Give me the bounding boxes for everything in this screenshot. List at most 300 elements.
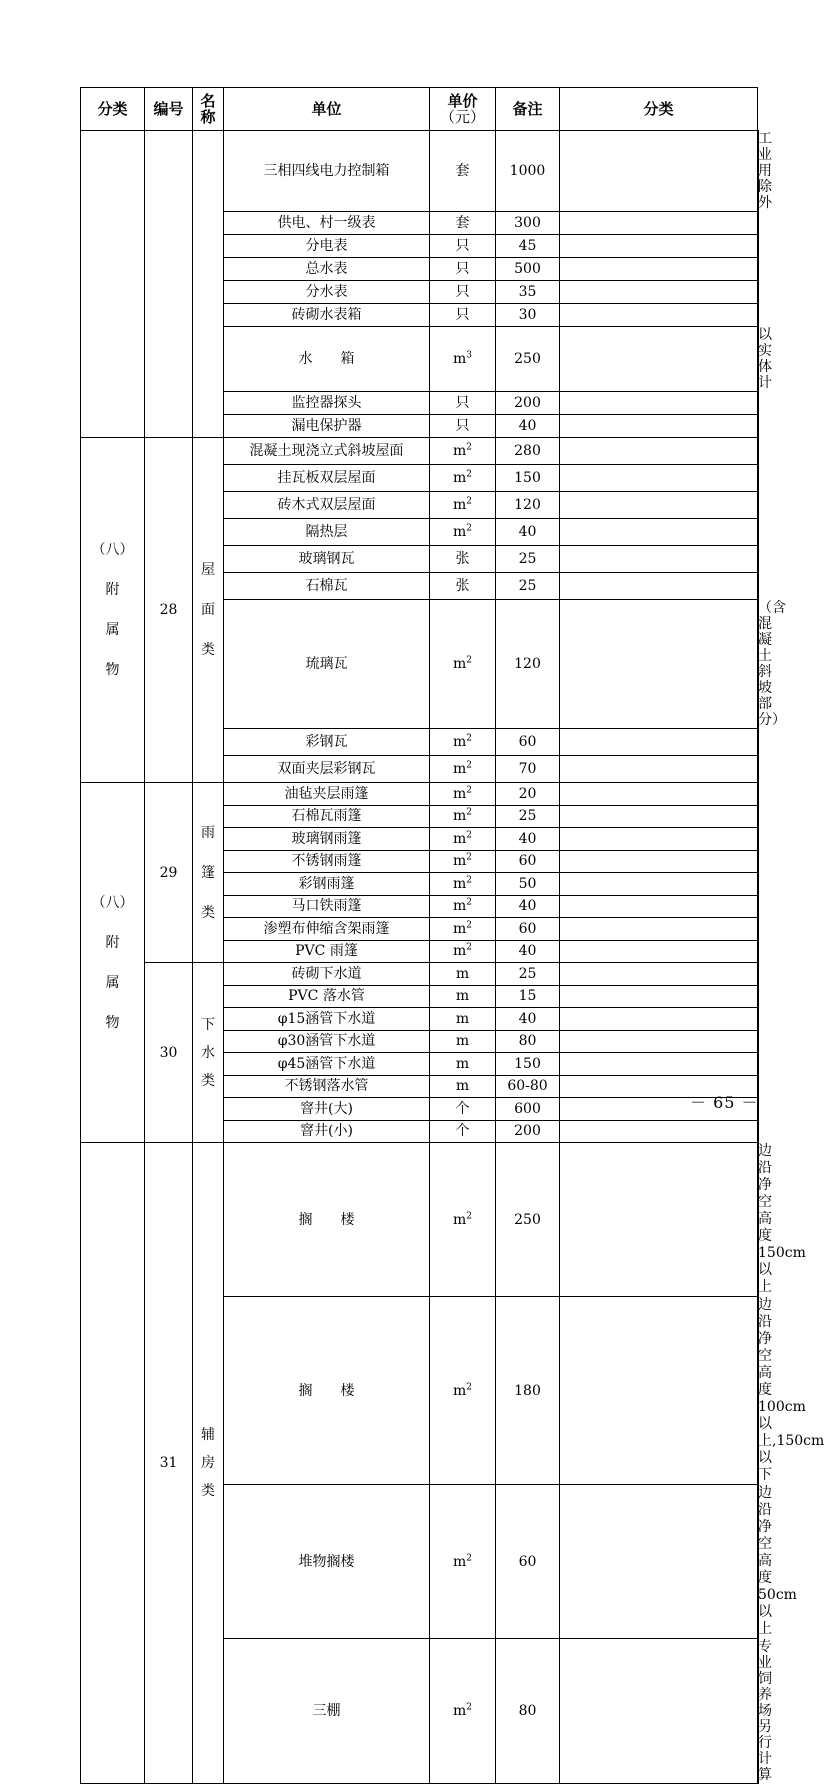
item-name (224, 1120, 430, 1143)
item-name (224, 1297, 430, 1485)
item-price (496, 465, 560, 492)
item-price (496, 573, 560, 600)
number-text: 28 (159, 602, 178, 618)
item-name (224, 805, 430, 828)
item-unit-text: 套 (455, 163, 470, 179)
item-note (758, 940, 759, 963)
item-unit-text: m (455, 1055, 470, 1072)
item-note (758, 415, 759, 438)
type-cell-char: 屋 (201, 562, 215, 578)
item-name-text: 石棉瓦雨篷 (291, 808, 362, 825)
category-cell-char: 物 (105, 662, 120, 678)
item-note (758, 828, 759, 851)
item-note (758, 1008, 759, 1031)
item-price-text: 280 (514, 443, 541, 459)
type-cell (193, 963, 224, 1143)
unit-superscript: 2 (466, 1702, 472, 1713)
item-unit (430, 729, 496, 756)
item-unit-text: m (452, 830, 467, 847)
type-cell-char: 下 (201, 1016, 215, 1033)
item-price (496, 281, 560, 304)
item-name-text: 彩钢瓦 (305, 734, 348, 750)
item-price (496, 1008, 560, 1031)
item-remark (560, 546, 758, 573)
item-remark (560, 519, 758, 546)
item-remark (560, 873, 758, 896)
item-name (224, 258, 430, 281)
item-name-text: 总水表 (305, 261, 348, 277)
unit-superscript: 2 (466, 852, 472, 863)
item-price-text: 600 (514, 1100, 541, 1117)
item-name-text: 砖砌水表箱 (291, 307, 362, 323)
unit-superscript: 2 (466, 760, 472, 771)
item-unit-text: m (452, 734, 467, 750)
item-remark (560, 131, 758, 212)
item-unit (430, 519, 496, 546)
item-name (224, 465, 430, 492)
item-price (496, 1030, 560, 1053)
item-unit-text: 只 (455, 284, 470, 300)
item-remark (560, 756, 758, 783)
item-remark (560, 235, 758, 258)
item-price (496, 1143, 560, 1297)
item-price-text: 200 (514, 395, 541, 411)
item-price-text: 500 (514, 261, 541, 277)
item-price (496, 1098, 560, 1121)
item-name (224, 1053, 430, 1076)
item-note (758, 918, 759, 941)
item-name (224, 1075, 430, 1098)
item-name-text: φ45涵管下水道 (277, 1055, 376, 1072)
item-note (758, 258, 759, 281)
item-unit (430, 1075, 496, 1098)
item-name (224, 392, 430, 415)
item-name-text: 渗塑布伸缩含架雨篷 (263, 920, 390, 937)
item-unit-text: 套 (455, 215, 470, 231)
item-note (758, 1053, 759, 1076)
type-cell-char: 类 (201, 1072, 215, 1089)
item-note (758, 212, 759, 235)
item-name (224, 600, 430, 729)
type-cell-char: 类 (201, 642, 215, 658)
item-price-text: 70 (518, 761, 537, 777)
item-note (758, 131, 772, 212)
item-unit-text: m (452, 808, 467, 825)
item-unit (430, 492, 496, 519)
category-cell-text (92, 530, 134, 690)
unit-superscript: 2 (466, 442, 472, 453)
item-remark (560, 1008, 758, 1031)
item-name-text: 玻璃钢瓦 (298, 551, 355, 567)
header-category: 分类 (81, 88, 145, 131)
header-note: 备注 (496, 88, 560, 131)
item-unit-text: 只 (455, 261, 470, 277)
item-unit (430, 212, 496, 235)
item-remark (560, 783, 758, 806)
item-name-text: 水 箱 (298, 351, 355, 367)
item-unit (430, 850, 496, 873)
item-unit (430, 985, 496, 1008)
item-note (758, 985, 759, 1008)
item-name (224, 131, 430, 212)
item-price (496, 850, 560, 873)
item-unit-text: m (452, 1703, 467, 1719)
item-name-text: φ15涵管下水道 (277, 1010, 376, 1027)
item-remark (560, 1030, 758, 1053)
item-name-text: 不锈钢雨篷 (291, 853, 362, 870)
item-unit-text: m (452, 1553, 467, 1570)
item-remark (560, 828, 758, 851)
item-unit (430, 918, 496, 941)
item-name-text: PVC 雨篷 (295, 943, 358, 960)
item-unit (430, 546, 496, 573)
item-note (758, 895, 759, 918)
number-text: 29 (159, 864, 178, 881)
item-note-text: 工业用除外 (758, 131, 772, 211)
item-name (224, 895, 430, 918)
item-name (224, 985, 430, 1008)
type-cell-text (201, 1011, 215, 1095)
item-unit (430, 131, 496, 212)
item-name (224, 1008, 430, 1031)
item-note (758, 519, 759, 546)
type-cell-char: 面 (201, 602, 215, 618)
item-unit-text: m (452, 853, 467, 870)
item-name (224, 212, 430, 235)
unit-superscript: 2 (466, 496, 472, 507)
item-name (224, 729, 430, 756)
type-cell (193, 783, 224, 963)
item-unit-text: 个 (455, 1123, 470, 1140)
item-unit-text: 只 (455, 307, 470, 323)
item-note (758, 1485, 797, 1639)
item-name (224, 873, 430, 896)
item-unit-text: 只 (455, 238, 470, 254)
item-name-text: 马口铁雨篷 (291, 898, 362, 915)
item-unit-text: m (452, 898, 467, 915)
item-name-text: 油毡夹层雨篷 (284, 785, 369, 802)
table-row (81, 131, 759, 212)
item-note (758, 1143, 806, 1297)
item-price-text: 25 (518, 578, 537, 594)
category-cell-char: （八） (91, 894, 134, 911)
item-note (758, 783, 759, 806)
unit-superscript: 2 (466, 655, 472, 666)
item-price-text: 40 (518, 524, 537, 540)
item-name (224, 1639, 430, 1784)
table-row (81, 963, 759, 986)
item-name-text: 堆物搁楼 (298, 1553, 355, 1570)
category-cell-text (92, 883, 134, 1043)
table-row (81, 438, 759, 465)
item-remark (560, 492, 758, 519)
item-note (758, 392, 759, 415)
item-name (224, 783, 430, 806)
item-note (758, 600, 786, 729)
item-unit-text: 张 (455, 578, 470, 594)
item-unit (430, 1030, 496, 1053)
header-unit: 单位 (224, 88, 430, 131)
item-price-text: 15 (518, 988, 537, 1005)
item-price (496, 895, 560, 918)
item-name-text: 分水表 (305, 284, 348, 300)
header-category-2: 分类 (560, 88, 758, 131)
item-unit (430, 258, 496, 281)
item-remark (560, 465, 758, 492)
item-unit (430, 873, 496, 896)
item-price (496, 985, 560, 1008)
item-price-text: 25 (518, 551, 537, 567)
number-cell (145, 783, 193, 963)
item-remark (560, 573, 758, 600)
item-unit (430, 1120, 496, 1143)
item-name (224, 1030, 430, 1053)
item-name-text: 监控器探头 (291, 395, 362, 411)
item-remark (560, 729, 758, 756)
item-unit-text: m (452, 351, 467, 367)
item-price-text: 60-80 (507, 1078, 548, 1095)
type-cell-char: 房 (201, 1455, 215, 1471)
item-note (758, 1297, 825, 1485)
type-cell-char: 篷 (201, 864, 215, 881)
item-unit (430, 573, 496, 600)
item-name-text: 混凝土现浇立式斜坡屋面 (249, 443, 404, 459)
item-name-text: 石棉瓦 (305, 578, 348, 594)
item-name (224, 918, 430, 941)
price-table (80, 87, 825, 1784)
item-price-text: 40 (518, 418, 537, 434)
item-unit (430, 828, 496, 851)
item-name-text: 彩钢雨篷 (298, 875, 355, 892)
item-name (224, 756, 430, 783)
item-remark (560, 1297, 758, 1485)
item-unit (430, 600, 496, 729)
item-price (496, 1297, 560, 1485)
item-name-text: 三相四线电力控制箱 (263, 163, 390, 179)
item-price-text: 180 (514, 1382, 541, 1399)
type-cell-text (201, 813, 215, 933)
item-note (758, 492, 759, 519)
item-price (496, 546, 560, 573)
item-unit-text: m (452, 1382, 467, 1399)
type-cell-char: 水 (201, 1044, 215, 1061)
item-unit (430, 756, 496, 783)
item-price (496, 918, 560, 941)
item-unit (430, 805, 496, 828)
unit-superscript: 2 (466, 523, 472, 534)
type-cell-char: 类 (201, 1483, 215, 1499)
item-name (224, 519, 430, 546)
item-price (496, 783, 560, 806)
item-price (496, 1485, 560, 1639)
item-price-text: 50 (518, 875, 537, 892)
category-cell (81, 783, 145, 1143)
item-unit-text: m (452, 524, 467, 540)
item-remark (560, 963, 758, 986)
item-name (224, 327, 430, 392)
item-price-text: 40 (518, 943, 537, 960)
item-note-text: 边沿净空高度50cm 以上 (758, 1485, 797, 1637)
item-price (496, 1639, 560, 1784)
item-name (224, 1143, 430, 1297)
item-note (758, 1030, 759, 1053)
item-unit-text: 只 (455, 395, 470, 411)
item-unit (430, 895, 496, 918)
category-cell (81, 131, 145, 438)
item-price-text: 80 (518, 1703, 537, 1719)
item-price-text: 40 (518, 1010, 537, 1027)
item-unit (430, 1053, 496, 1076)
item-unit-text: m (452, 443, 467, 459)
item-remark (560, 918, 758, 941)
item-note-text: （含混凝土斜坡部分） (758, 600, 786, 728)
item-note (758, 235, 759, 258)
item-unit-text: m (452, 761, 467, 777)
item-note (758, 1120, 759, 1143)
item-note (758, 963, 759, 986)
header-price: 单价 （元） (430, 88, 496, 131)
number-text: 31 (159, 1455, 178, 1471)
item-remark (560, 392, 758, 415)
category-cell-char: 属 (105, 974, 120, 991)
item-remark (560, 415, 758, 438)
category-cell-char: 附 (105, 582, 120, 598)
item-remark (560, 895, 758, 918)
item-unit-text: m (452, 920, 467, 937)
item-name (224, 828, 430, 851)
item-name-text: 窨井(小) (300, 1123, 353, 1140)
item-unit-text: m (452, 497, 467, 513)
item-unit (430, 963, 496, 986)
item-price-text: 200 (514, 1123, 541, 1140)
item-unit (430, 1639, 496, 1784)
item-name-text: 三棚 (312, 1703, 341, 1719)
page-number: － 65 － (690, 1093, 759, 1112)
item-price-text: 40 (518, 898, 537, 915)
item-name-text: 分电表 (305, 238, 348, 254)
table-header-row (81, 88, 759, 131)
item-name-text: 供电、村一级表 (277, 215, 376, 231)
item-price (496, 304, 560, 327)
item-name-text: 砖砌下水道 (291, 965, 362, 982)
item-name-text: φ30涵管下水道 (277, 1033, 376, 1050)
item-price-text: 40 (518, 830, 537, 847)
item-note-text: 以实体计 (758, 327, 772, 391)
item-unit-text: m (455, 988, 470, 1005)
item-price-text: 150 (514, 1055, 541, 1072)
item-unit-text: m (455, 1010, 470, 1027)
type-cell-char: 辅 (201, 1427, 215, 1443)
item-name (224, 415, 430, 438)
item-price-text: 25 (518, 965, 537, 982)
item-unit-text: 张 (455, 551, 470, 567)
item-unit-text: m (452, 785, 467, 802)
item-note (758, 438, 759, 465)
item-note (758, 729, 759, 756)
table-row (81, 1143, 759, 1297)
item-unit (430, 1008, 496, 1031)
item-remark (560, 940, 758, 963)
number-cell (145, 438, 193, 783)
item-unit (430, 1297, 496, 1485)
item-price (496, 1120, 560, 1143)
type-cell (193, 131, 224, 438)
type-cell-char: 雨 (201, 824, 215, 841)
item-unit-text: m (452, 470, 467, 486)
item-name (224, 492, 430, 519)
item-price (496, 1075, 560, 1098)
item-unit (430, 281, 496, 304)
item-unit (430, 235, 496, 258)
header-number: 编号 (145, 88, 193, 131)
item-note-text: 边沿净空高度150cm 以上 (758, 1143, 806, 1295)
unit-superscript: 2 (466, 469, 472, 480)
item-remark (560, 327, 758, 392)
number-cell (145, 131, 193, 438)
item-unit (430, 783, 496, 806)
item-unit (430, 327, 496, 392)
number-text: 30 (159, 1044, 178, 1061)
item-name (224, 573, 430, 600)
unit-superscript: 3 (466, 350, 472, 361)
item-remark (560, 1639, 758, 1784)
unit-superscript: 2 (466, 942, 472, 953)
item-name-text: 搁 楼 (298, 1211, 355, 1228)
item-price-text: 300 (514, 215, 541, 231)
item-price (496, 805, 560, 828)
item-unit-text: m (455, 1033, 470, 1050)
item-price (496, 392, 560, 415)
category-cell (81, 438, 145, 783)
table-body (81, 131, 825, 1784)
item-note (758, 327, 772, 392)
item-price-text: 250 (514, 1211, 541, 1228)
item-note (758, 281, 759, 304)
item-remark (560, 805, 758, 828)
item-unit-text: m (452, 875, 467, 892)
item-remark (560, 212, 758, 235)
item-price-text: 60 (518, 734, 537, 750)
item-unit (430, 465, 496, 492)
item-remark (560, 258, 758, 281)
item-name (224, 281, 430, 304)
item-unit-text: m (455, 1078, 470, 1095)
item-name-text: 不锈钢落水管 (284, 1078, 369, 1095)
unit-superscript: 2 (466, 1552, 472, 1563)
item-unit (430, 1098, 496, 1121)
item-note (758, 465, 759, 492)
type-cell-text (201, 1421, 215, 1505)
item-name-text: 搁 楼 (298, 1382, 355, 1399)
item-price (496, 235, 560, 258)
item-unit (430, 940, 496, 963)
item-unit-text: m (452, 943, 467, 960)
category-cell-char: 属 (105, 622, 120, 638)
item-price-text: 30 (518, 307, 537, 323)
unit-superscript: 2 (466, 733, 472, 744)
item-unit-text: 只 (455, 418, 470, 434)
item-price (496, 327, 560, 392)
item-name (224, 1098, 430, 1121)
item-unit-text: m (455, 965, 470, 982)
item-price (496, 212, 560, 235)
item-price (496, 131, 560, 212)
item-unit-text: 个 (455, 1100, 470, 1117)
item-price (496, 600, 560, 729)
unit-superscript: 2 (466, 785, 472, 796)
item-name-text: 玻璃钢雨篷 (291, 830, 362, 847)
table-row (81, 783, 759, 806)
